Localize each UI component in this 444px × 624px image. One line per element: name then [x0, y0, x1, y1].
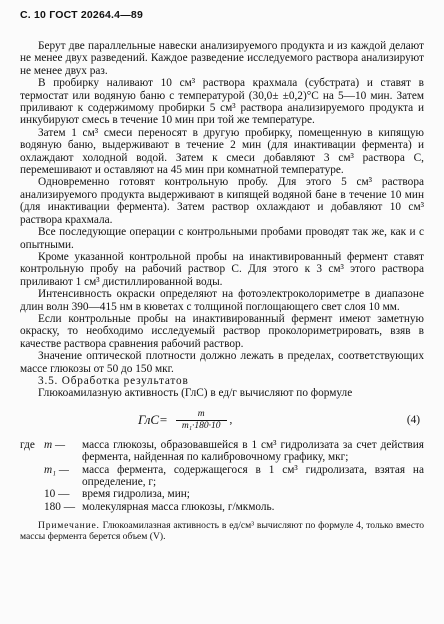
formula-numerator: m [197, 408, 205, 419]
definition-item [20, 501, 424, 513]
note-label: Примечание. [38, 520, 100, 532]
formula-lhs: ГлС= [138, 412, 168, 428]
definition-item [20, 488, 424, 500]
paragraph: Значение оптической плотности должно лежать в пределах, соответствующих массе глюкозы от 50 до 150 мкг. [20, 350, 424, 375]
paragraph: Все последующие операции с контрольными пробами проводят так же, как и с опытными. [20, 226, 424, 251]
definition-text: масса глюкозы, образовавшейся в 1 см³ гидролизата за счет действия фермента, найденная по калибровочному графику, мкг; [82, 438, 424, 464]
definition-symbol: 10 — [44, 488, 70, 501]
definition-text: время гидролиза, мин; [82, 488, 190, 501]
paragraph: Берут две параллельные навески анализируемого продукта и из каждой делают не менее двух разведений. Каждое разведение исследуемого раствора анализируют не менее двух раз. [20, 40, 424, 77]
definition-symbol: m — [44, 438, 66, 451]
formula-comma: , [229, 414, 233, 427]
paragraph: В пробирку наливают 10 см³ раствора крахмала (субстрата) и ставят в термостат или водяную баню с температурой (30,0± ±0,2)°С на 5—10 мин. Затем приливают к содержимому пробирки 5 см³ раствора анализируемого продукта и инкубируют смесь в течение 10 мин при той же температуре. [20, 77, 424, 127]
definition-text: масса фермента, содержащегося в 1 см³ гидролизата, взятая на определение, г; [82, 463, 424, 488]
formula [138, 409, 232, 432]
paragraph: Кроме указанной контрольной пробы на инактивированный фермент ставят контрольную пробу на рабочий раствор С. Для этого к 3 см³ этого раствора приливают 1 см³ дистиллированной воды. [20, 250, 424, 288]
definition-symbol: m₁ — [44, 463, 69, 476]
definition-symbol: 180 — [44, 500, 76, 513]
definitions-list [20, 439, 424, 513]
paragraph: Затем 1 см³ смеси переносят в другую пробирку, помещенную в кипящую водяную баню, выдерживают в течение 2 мин (для инактивации фермента) и охлаждают холодной водой. Затем к смеси добавляют 3 см³ раствора С, перемешивают и оставляют на 45 мин при комнатной температуре. [20, 126, 424, 177]
equation-number: (4) [406, 414, 420, 427]
section-title: 3.5. Обработка результатов [38, 374, 189, 387]
formula-denominator: m₁·180·10 [176, 420, 227, 432]
paragraph: Одновременно готовят контрольную пробу. Для этого 5 см³ раствора анализируемого продукта выдерживают в кипящей водяной бане в течение 10 мин (для инактивации фермента). Затем раствор охлаждают и добавляют 10 см³ раствора крахмала. [20, 176, 424, 226]
formula-fraction [176, 409, 227, 432]
note [20, 520, 424, 542]
definition-item [20, 439, 424, 464]
definition-text: молекулярная масса глюкозы, г/мкмоль. [82, 500, 275, 513]
page-header: С. 10 ГОСТ 20264.4—89 [20, 9, 143, 21]
document-body [20, 40, 424, 552]
formula-intro: Глюкоамилазную активность (ГлС) в ед/г вычисляют по формуле [38, 387, 353, 400]
paragraph: Если контрольные пробы на инактивированный фермент имеют заметную окраску, то необходимо исследуемый раствор проколориметрировать, взяв в качестве раствора сравнения рабочий раствор. [20, 312, 424, 350]
definition-item [20, 464, 424, 489]
definition-where: где [20, 438, 35, 451]
paragraph: Интенсивность окраски определяют на фотоэлектроколориметре в диапазоне длин волн 390—415 нм в кюветах с толщиной поглощающего свет слоя 10 мм. [20, 288, 424, 313]
note-text: Глюкоамилазная активность в ед/см³ вычисляют по формуле 4, только вместо массы фермента берется объем (V). [20, 520, 424, 543]
formula-row [20, 409, 424, 432]
